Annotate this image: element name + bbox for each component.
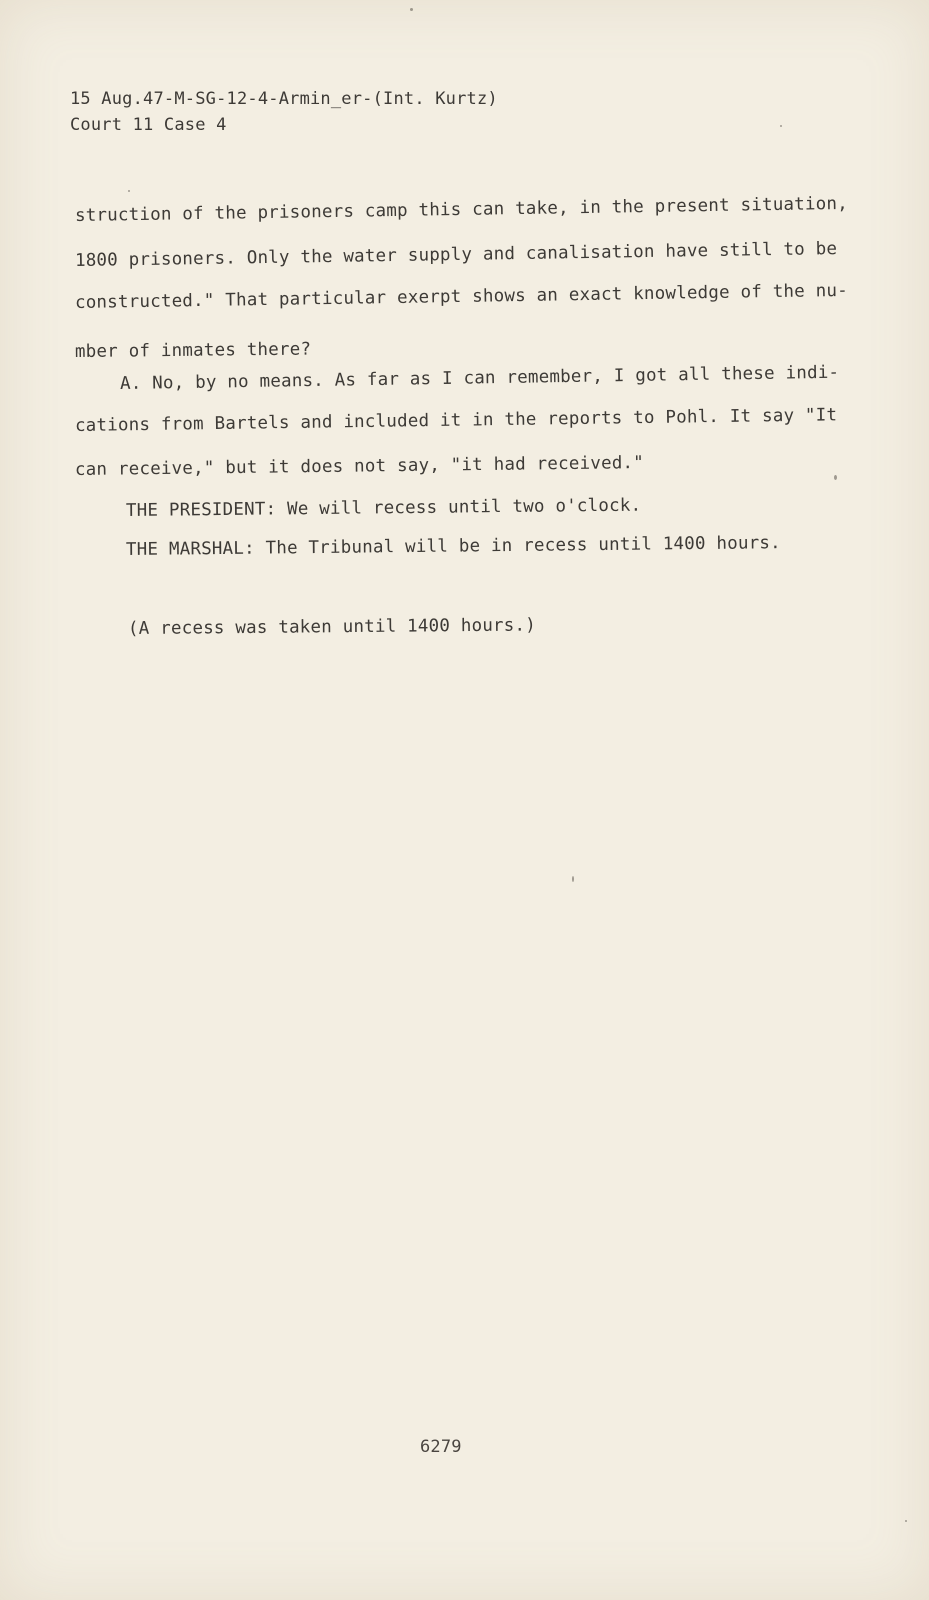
answer-line-1: A. No, by no means. As far as I can remember, I got all these indi- [119,362,840,394]
president-statement: THE PRESIDENT: We will recess until two o'clock. [125,495,642,521]
ink-speck [834,475,837,480]
ink-speck [780,125,782,127]
body-line-1: struction of the prisoners camp this can take, in the present situation, [74,193,849,226]
body-line-4: mber of inmates there? [74,339,312,362]
ink-speck [905,1520,907,1522]
ink-speck [410,8,413,11]
answer-line-2: cations from Bartels and included it in the reports to Pohl. It say "It [74,405,838,436]
header-court-line: Court 11 Case 4 [70,115,227,135]
page-number: 6279 [420,1437,462,1457]
ink-speck [128,190,130,192]
ink-speck [572,876,574,882]
header-reference-line: 15 Aug.47-M-SG-12-4-Armin_er-(Int. Kurtz) [70,89,498,109]
answer-line-3: can receive," but it does not say, "it had received." [74,453,645,480]
marshal-statement: THE MARSHAL: The Tribunal will be in recess until 1400 hours. [125,533,781,560]
body-line-3: constructed." That particular exerpt shows an exact knowledge of the nu- [74,280,849,313]
recess-note: (A recess was taken until 1400 hours.) [127,615,537,639]
body-line-2: 1800 prisoners. Only the water supply and canalisation have still to be [74,239,838,271]
